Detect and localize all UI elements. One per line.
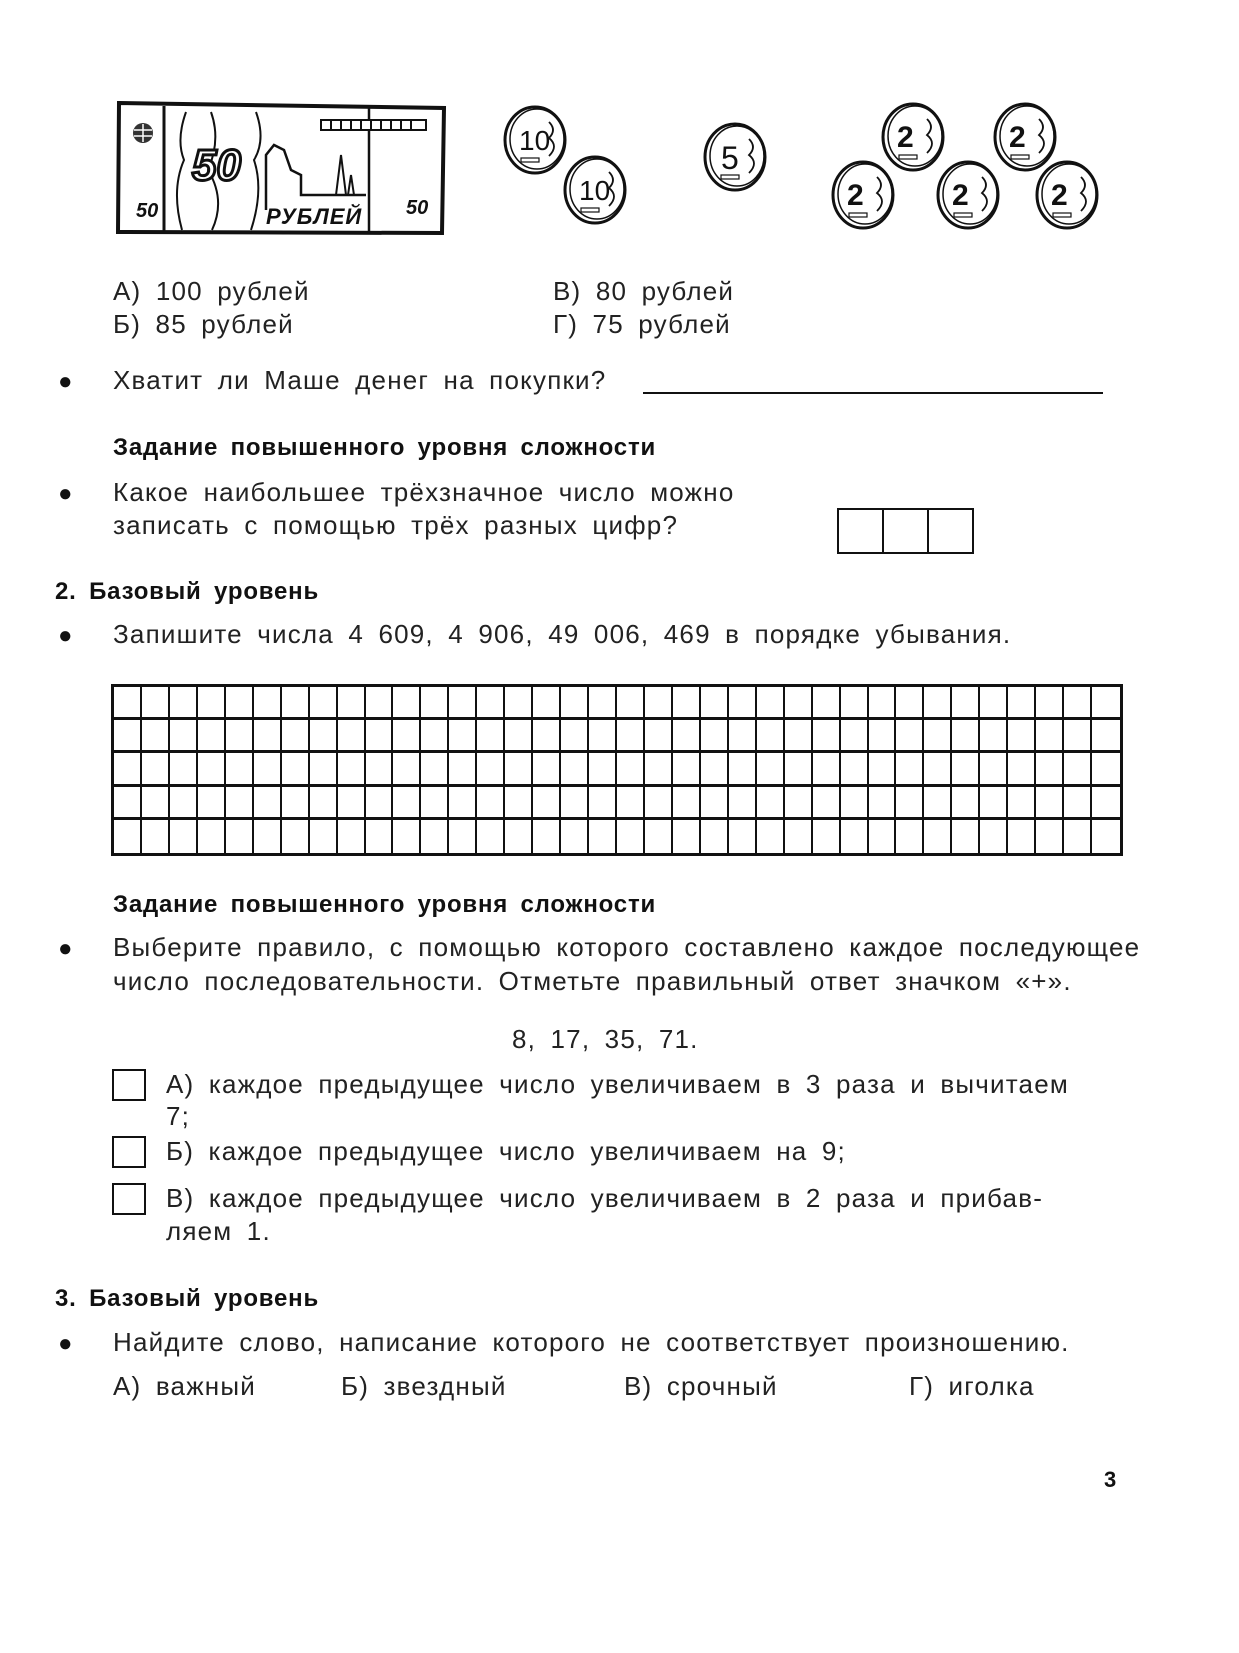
grid-cell[interactable] [841,787,869,820]
grid-cell[interactable] [226,720,254,753]
grid-cell[interactable] [841,753,869,786]
grid-cell[interactable] [952,753,980,786]
grid-cell[interactable] [282,687,310,720]
answer-grid[interactable] [111,684,1123,856]
grid-cell[interactable] [1092,687,1120,720]
grid-cell[interactable] [366,787,394,820]
grid-cell[interactable] [785,720,813,753]
grid-cell[interactable] [589,687,617,720]
grid-cell[interactable] [924,687,952,720]
grid-cell[interactable] [310,787,338,820]
grid-cell[interactable] [282,787,310,820]
grid-cell[interactable] [1036,787,1064,820]
grid-cell[interactable] [980,820,1008,853]
rule-instruction-line2: число последовательности. Отметьте правильный ответ значком «+». [113,966,1072,996]
grid-cell[interactable] [757,787,785,820]
bullet-icon: ● [58,622,73,649]
grid-cell[interactable] [477,687,505,720]
grid-cell[interactable] [561,753,589,786]
grid-cell[interactable] [310,820,338,853]
grid-cell[interactable] [813,753,841,786]
grid-cell[interactable] [114,720,142,753]
svg-text:2: 2 [847,179,864,212]
grid-cell[interactable] [1064,787,1092,820]
grid-cell[interactable] [617,720,645,753]
grid-cell[interactable] [533,687,561,720]
grid-cell[interactable] [449,753,477,786]
grid-cell[interactable] [701,753,729,786]
grid-cell[interactable] [366,687,394,720]
rule-option-a-line2: 7; [166,1101,191,1131]
grid-cell[interactable] [617,687,645,720]
three-digit-answer-boxes[interactable] [837,508,974,554]
grid-cell[interactable] [617,753,645,786]
grid-cell[interactable] [1008,720,1036,753]
grid-cell[interactable] [198,720,226,753]
grid-cell[interactable] [1008,753,1036,786]
grid-cell[interactable] [841,720,869,753]
advanced-heading-1: Задание повышенного уровня сложности [113,434,657,461]
grid-cell[interactable] [924,787,952,820]
grid-cell[interactable] [282,720,310,753]
digit-cell[interactable] [884,510,929,552]
spelling-instruction: Найдите слово, написание которого не соответствует произношению. [113,1327,1070,1357]
grid-cell[interactable] [226,687,254,720]
grid-cell[interactable] [338,753,366,786]
grid-cell[interactable] [310,720,338,753]
grid-cell[interactable] [114,787,142,820]
coin-2-icon [833,162,893,228]
banknote-denomination: 50 [192,141,241,190]
grid-cell[interactable] [869,820,897,853]
grid-cell[interactable] [617,820,645,853]
grid-cell[interactable] [449,820,477,853]
grid-cell[interactable] [757,820,785,853]
grid-cell[interactable] [561,787,589,820]
largest-number-question-line1: Какое наибольшее трёхзначное число можно [113,477,735,507]
grid-cell[interactable] [896,787,924,820]
grid-cell[interactable] [589,720,617,753]
svg-text:10: 10 [519,125,551,156]
grid-cell[interactable] [254,720,282,753]
grid-cell[interactable] [449,787,477,820]
grid-cell[interactable] [533,787,561,820]
bullet-icon: ● [58,935,73,962]
grid-cell[interactable] [282,820,310,853]
grid-cell[interactable] [785,820,813,853]
grid-cell[interactable] [198,687,226,720]
largest-number-question-line2: записать с помощью трёх разных цифр? [113,510,679,540]
grid-cell[interactable] [1092,720,1120,753]
grid-cell[interactable] [757,720,785,753]
grid-cell[interactable] [338,687,366,720]
grid-cell[interactable] [1064,720,1092,753]
grid-cell[interactable] [645,820,673,853]
grid-cell[interactable] [1036,820,1064,853]
grid-cell[interactable] [533,820,561,853]
grid-cell[interactable] [421,753,449,786]
grid-cell[interactable] [421,787,449,820]
page-number: 3 [1104,1467,1118,1492]
grid-cell[interactable] [813,720,841,753]
grid-cell[interactable] [785,687,813,720]
grid-cell[interactable] [170,720,198,753]
grid-cell[interactable] [477,787,505,820]
svg-text:10: 10 [579,175,611,206]
grid-cell[interactable] [226,820,254,853]
grid-cell[interactable] [1008,687,1036,720]
grid-cell[interactable] [729,753,757,786]
grid-cell[interactable] [1036,753,1064,786]
number-sequence: 8, 17, 35, 71. [512,1024,699,1054]
grid-cell[interactable] [170,820,198,853]
grid-cell[interactable] [841,820,869,853]
grid-cell[interactable] [785,753,813,786]
grid-cell[interactable] [198,753,226,786]
grid-cell[interactable] [226,787,254,820]
grid-cell[interactable] [393,820,421,853]
grid-cell[interactable] [645,787,673,820]
grid-cell[interactable] [477,820,505,853]
rule-option-a-line1: А) каждое предыдущее число увеличиваем в 3 раза и вычитаем [166,1069,1069,1099]
grid-cell[interactable] [785,787,813,820]
grid-cell[interactable] [701,687,729,720]
grid-cell[interactable] [561,820,589,853]
bullet-icon: ● [58,368,73,395]
grid-cell[interactable] [505,820,533,853]
grid-cell[interactable] [617,787,645,820]
rule-option-a-checkbox[interactable] [112,1069,146,1101]
grid-cell[interactable] [170,687,198,720]
coin-10-icon [565,157,625,223]
option-a[interactable]: А) 100 рублей [113,276,310,306]
option-v[interactable]: В) 80 рублей [553,276,735,306]
grid-cell[interactable] [393,687,421,720]
grid-cell[interactable] [869,687,897,720]
grid-cell[interactable] [561,687,589,720]
grid-cell[interactable] [505,720,533,753]
grid-cell[interactable] [645,687,673,720]
coin-5-icon [705,124,765,190]
grid-cell[interactable] [198,820,226,853]
grid-cell[interactable] [952,820,980,853]
grid-cell[interactable] [421,720,449,753]
grid-cell[interactable] [338,820,366,853]
digit-cell[interactable] [839,510,884,552]
grid-cell[interactable] [338,787,366,820]
coin-10-icon [505,107,565,173]
banknote-50-illustration [116,100,446,236]
grid-cell[interactable] [142,687,170,720]
grid-cell[interactable] [701,787,729,820]
grid-cell[interactable] [645,753,673,786]
grid-cell[interactable] [561,720,589,753]
grid-cell[interactable] [896,720,924,753]
grid-cell[interactable] [1092,753,1120,786]
rule-instruction-line1: Выберите правило, с помощью которого составлено каждое последующее [113,932,1141,962]
grid-cell[interactable] [896,687,924,720]
grid-cell[interactable] [645,720,673,753]
grid-cell[interactable] [198,787,226,820]
banknote-corner-right: 50 [406,197,429,219]
svg-text:5: 5 [721,140,739,176]
answer-line[interactable] [643,392,1103,394]
grid-cell[interactable] [952,720,980,753]
coin-2-icon [938,162,998,228]
grid-cell[interactable] [757,687,785,720]
grid-cell[interactable] [813,687,841,720]
grid-cell[interactable] [1092,820,1120,853]
grid-cell[interactable] [254,820,282,853]
grid-cell[interactable] [701,820,729,853]
grid-cell[interactable] [1036,720,1064,753]
grid-cell[interactable] [393,753,421,786]
grid-cell[interactable] [673,720,701,753]
grid-cell[interactable] [114,753,142,786]
task2-heading: 2. Базовый уровень [55,578,320,605]
svg-text:2: 2 [1051,179,1068,212]
grid-cell[interactable] [589,753,617,786]
option-b[interactable]: Б) 85 рублей [113,309,294,339]
grid-cell[interactable] [505,687,533,720]
grid-cell[interactable] [869,720,897,753]
grid-cell[interactable] [477,720,505,753]
grid-cell[interactable] [869,753,897,786]
grid-cell[interactable] [924,753,952,786]
grid-cell[interactable] [1036,687,1064,720]
grid-cell[interactable] [980,753,1008,786]
grid-cell[interactable] [114,687,142,720]
enough-money-question: Хватит ли Маше денег на покупки? [113,365,607,395]
grid-cell[interactable] [254,687,282,720]
coin-2-icon [883,104,943,170]
grid-cell[interactable] [366,820,394,853]
grid-cell[interactable] [421,820,449,853]
grid-cell[interactable] [924,720,952,753]
grid-cell[interactable] [673,753,701,786]
grid-cell[interactable] [142,787,170,820]
grid-cell[interactable] [980,720,1008,753]
grid-cell[interactable] [421,687,449,720]
grid-cell[interactable] [338,720,366,753]
rule-option-v-line1: В) каждое предыдущее число увеличиваем в 2 раза и прибав- [166,1183,1044,1213]
grid-cell[interactable] [114,820,142,853]
grid-cell[interactable] [310,687,338,720]
advanced-heading-2: Задание повышенного уровня сложности [113,891,657,918]
grid-cell[interactable] [170,787,198,820]
svg-text:2: 2 [952,179,969,212]
grid-cell[interactable] [254,787,282,820]
bullet-icon: ● [58,480,73,507]
word-option-v[interactable]: В) срочный [624,1371,778,1401]
grid-cell[interactable] [366,753,394,786]
grid-cell[interactable] [729,820,757,853]
grid-cell[interactable] [896,820,924,853]
svg-text:2: 2 [897,121,914,154]
grid-cell[interactable] [1092,787,1120,820]
grid-cell[interactable] [142,820,170,853]
banknote-corner-left: 50 [136,200,159,222]
rule-option-b-checkbox[interactable] [112,1136,146,1168]
grid-cell[interactable] [533,753,561,786]
coin-2-icon [1037,162,1097,228]
grid-cell[interactable] [1064,753,1092,786]
digit-cell[interactable] [929,510,972,552]
word-option-a[interactable]: А) важный [113,1371,256,1401]
grid-cell[interactable] [952,787,980,820]
rule-option-b-line1: Б) каждое предыдущее число увеличиваем на 9; [166,1136,846,1166]
grid-cell[interactable] [1008,787,1036,820]
grid-cell[interactable] [310,753,338,786]
grid-cell[interactable] [924,820,952,853]
grid-cell[interactable] [896,753,924,786]
grid-cell[interactable] [980,787,1008,820]
grid-cell[interactable] [393,787,421,820]
grid-cell[interactable] [701,720,729,753]
grid-cell[interactable] [673,687,701,720]
grid-cell[interactable] [226,753,254,786]
word-option-g[interactable]: Г) иголка [909,1371,1035,1401]
order-numbers-instruction: Запишите числа 4 609, 4 906, 49 006, 469 в порядке убывания. [113,619,1012,649]
svg-text:2: 2 [1009,121,1026,154]
grid-cell[interactable] [729,787,757,820]
grid-cell[interactable] [980,687,1008,720]
grid-cell[interactable] [142,720,170,753]
grid-cell[interactable] [841,687,869,720]
grid-cell[interactable] [673,787,701,820]
grid-cell[interactable] [142,753,170,786]
grid-cell[interactable] [393,720,421,753]
grid-cell[interactable] [254,753,282,786]
task3-heading: 3. Базовый уровень [55,1285,320,1312]
grid-cell[interactable] [869,787,897,820]
banknote-word: РУБЛЕЙ [266,204,363,229]
rule-option-v-line2: ляем 1. [166,1216,271,1246]
grid-cell[interactable] [729,687,757,720]
grid-cell[interactable] [477,753,505,786]
grid-cell[interactable] [1064,820,1092,853]
coins-illustration [495,95,1195,255]
grid-cell[interactable] [673,820,701,853]
grid-cell[interactable] [366,720,394,753]
word-option-b[interactable]: Б) звездный [341,1371,507,1401]
coin-2-icon [995,104,1055,170]
grid-cell[interactable] [170,753,198,786]
grid-cell[interactable] [533,720,561,753]
grid-cell[interactable] [282,753,310,786]
grid-cell[interactable] [757,753,785,786]
grid-cell[interactable] [1064,687,1092,720]
grid-cell[interactable] [813,820,841,853]
grid-cell[interactable] [813,787,841,820]
grid-cell[interactable] [449,720,477,753]
bullet-icon: ● [58,1330,73,1357]
grid-cell[interactable] [589,787,617,820]
grid-cell[interactable] [505,787,533,820]
rule-option-v-checkbox[interactable] [112,1183,146,1215]
option-g[interactable]: Г) 75 рублей [553,309,731,339]
grid-cell[interactable] [449,687,477,720]
grid-cell[interactable] [1008,820,1036,853]
grid-cell[interactable] [952,687,980,720]
grid-cell[interactable] [729,720,757,753]
grid-cell[interactable] [505,753,533,786]
grid-cell[interactable] [589,820,617,853]
